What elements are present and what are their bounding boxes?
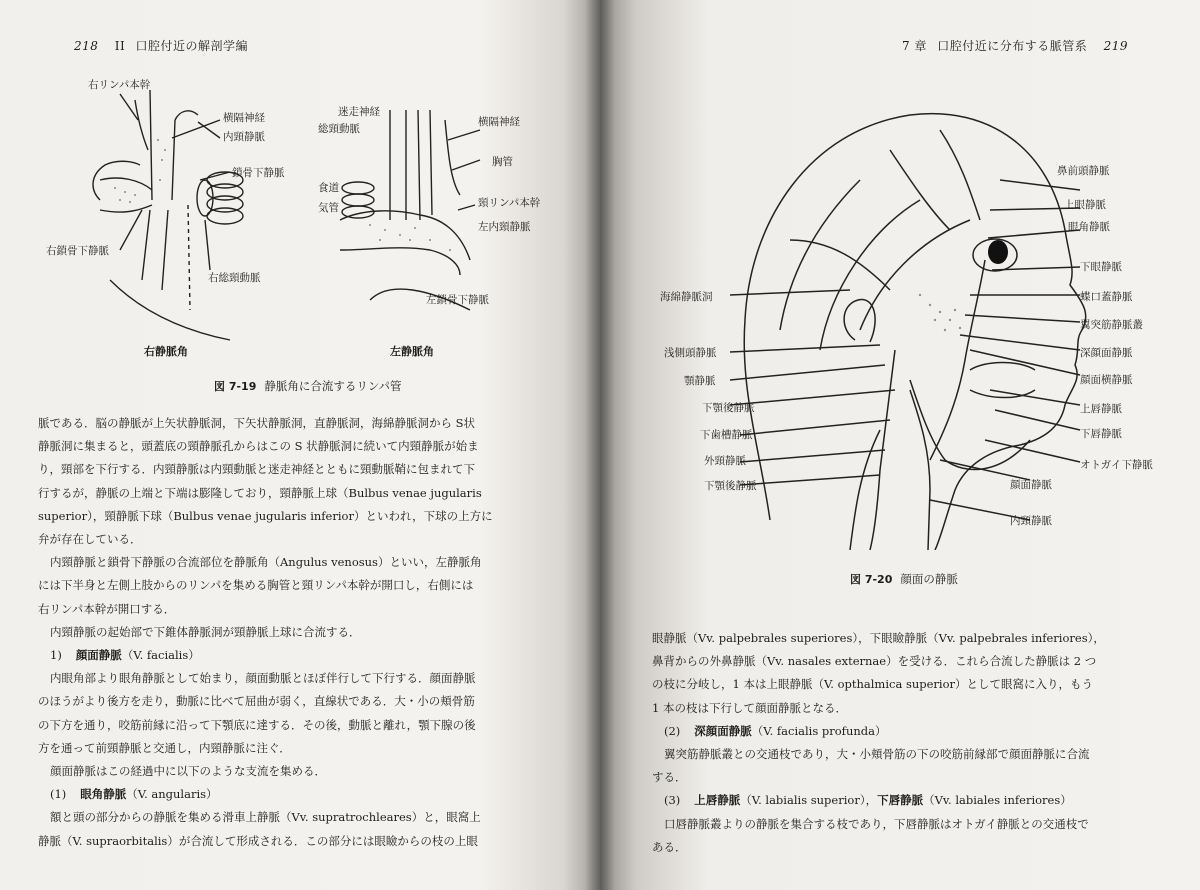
right-paragraph-line: ある． (652, 839, 687, 854)
label-pterygoid-plexus: 翼突筋静脈叢 (1080, 319, 1143, 331)
left-paragraph-line: superior），頸静脈下球（Bulbus venae jugularis inferior）といわれ，下球の上方に (38, 508, 493, 523)
label-right-subclavian-vein: 右鎖骨下静脈 (46, 245, 109, 257)
left-page-header (62, 37, 248, 54)
label-inferior-labial-vein: 下唇静脈 (1080, 428, 1122, 440)
label-transverse-facial-vein: 顔面横静脈 (1080, 374, 1133, 386)
figure-7-19-caption (214, 378, 402, 394)
left-paragraph-line: 静脈洞に集まると，頭蓋底の頸静脈孔からはこの S 状静脈洞に続いて内頸静脈が始ま (38, 439, 479, 454)
label-retromandibular-vein-upper: 下顎後静脈 (702, 402, 755, 414)
figure-7-19-number: 図 7-19 (214, 380, 257, 393)
label-subclavian-vein-r: 鎖骨下静脈 (232, 167, 285, 179)
label-phrenic-nerve-r: 横隔神経 (223, 112, 265, 124)
label-facial-vein: 顔面静脈 (1010, 479, 1052, 491)
subcaption-right-venous-angle: 右静脈角 (144, 345, 188, 358)
right-page-header (902, 37, 1140, 54)
label-maxillary-vein: 顎静脈 (684, 375, 716, 387)
left-paragraph-line: 右リンパ本幹が開口する． (38, 601, 176, 616)
label-right-common-carotid: 右総頸動脈 (208, 272, 261, 284)
left-paragraph-line: 静脈（V. supraorbitalis）が合流して形成される．この部分には眼瞼からの枝の上眼 (38, 833, 478, 848)
label-common-carotid: 総頸動脈 (318, 123, 360, 135)
left-paragraph-line: 脈である．脳の静脈が上矢状静脈洞，下矢状静脈洞，直静脈洞，海綿静脈洞から S状 (38, 416, 476, 430)
left-paragraph-line: 方を通って前頸静脈と交通し，内頸静脈に注ぐ． (38, 740, 291, 755)
right-paragraph-line: の枝に分岐し，1 本は上眼静脈（V. opthalmica superior）として眼窩に入り，もう (652, 677, 1094, 692)
left-paragraph-line: 顔面静脈はこの経過中に以下のような支流を集める． (50, 764, 326, 779)
figure-7-19-text: 静脈角に合流するリンパ管 (264, 379, 402, 393)
label-sphenopalatine-vein: 蝶口蓋静脈 (1080, 291, 1133, 303)
figure-7-20-caption (850, 571, 958, 587)
right-page (600, 0, 1200, 890)
left-paragraph-line: 内眼角部より眼角静脈として始まり，顔面動脈とほぼ伴行して下行する．顔面静脈 (50, 671, 476, 686)
left-body-text (38, 412, 493, 853)
eye-pupil (988, 240, 1008, 264)
label-right-lymph-trunk: 右リンパ本幹 (88, 79, 151, 91)
left-part-number: II (114, 39, 126, 53)
book-gutter (585, 0, 615, 890)
right-paragraph-line: 翼突筋静脈叢との交通枝であり，大・小頬骨筋の下の咬筋前縁部で顔面静脈に合流 (664, 747, 1090, 762)
label-jugular-lymph-trunk: 頸リンパ本幹 (478, 197, 541, 209)
left-paragraph-line: のほうがより後方を走り，動脈に比べて屈曲が弱く，直線状である．大・小の頬骨筋 (38, 694, 475, 709)
label-phrenic-nerve-l: 横隔神経 (478, 116, 520, 128)
label-cavernous-sinus: 海綿静脈洞 (660, 291, 713, 303)
left-paragraph-line: 額と頭の部分からの静脈を集める滑車上静脈（Vv. supratrochleares）と，眼窩上 (50, 810, 481, 825)
figure-7-20-text: 顔面の静脈 (900, 572, 958, 586)
left-part-title: 口腔付近の解剖学編 (135, 39, 249, 53)
label-angular-vein: 眼角静脈 (1068, 221, 1110, 233)
left-paragraph-line: 行するが，静脈の上端と下端は膨隆しており，頸静脈上球（Bulbus venae jugularis (38, 485, 482, 500)
left-paragraph-line: 弁が存在している． (38, 532, 142, 547)
label-esophagus: 食道 (318, 182, 339, 194)
label-superior-labial-vein: 上唇静脈 (1080, 403, 1122, 415)
label-left-internal-jugular: 左内頸静脈 (478, 221, 531, 233)
left-paragraph-line: り，頸部を下行する．内頸静脈は内頸動脈と迷走神経とともに頸動脈鞘に包まれて下 (38, 462, 475, 477)
label-superficial-temporal-vein: 浅側頭静脈 (664, 347, 717, 359)
section-heading-deep-facial-vein: (2) 深顔面静脈（V. facialis profunda） (664, 723, 887, 738)
label-superior-ophthalmic-vein: 上眼静脈 (1064, 199, 1106, 211)
label-submental-vein: オトガイ下静脈 (1080, 459, 1153, 471)
figure-7-20-number: 図 7-20 (850, 573, 893, 586)
label-internal-jugular-vein-r: 内頸静脈 (223, 131, 265, 143)
section-heading-angular-vein: (1) 眼角静脈（V. angularis） (50, 787, 218, 802)
label-nasofrontal-vein: 鼻前頭静脈 (1057, 165, 1110, 177)
label-internal-jugular-vein: 内頸静脈 (1010, 515, 1052, 527)
right-paragraph-line: 1 本の枝は下行して顔面静脈となる． (652, 700, 847, 715)
right-paragraph-line: 眼静脈（Vv. palpebrales superiores），下眼瞼静脈（Vv. palpebrales inferiores）， (652, 631, 1105, 645)
label-retromandibular-vein: 下顎後静脈 (704, 480, 757, 492)
label-inferior-alveolar-vein: 下歯槽静脈 (700, 429, 753, 441)
left-paragraph-line: には下半身と左側上肢からのリンパを集める胸管と頸リンパ本幹が開口し，右側には (38, 578, 474, 593)
right-chapter-title: 口腔付近に分布する脈管系 (937, 39, 1088, 53)
subcaption-left-venous-angle: 左静脈角 (390, 345, 434, 358)
label-left-subclavian-vein: 左鎖骨下静脈 (426, 294, 489, 306)
right-paragraph-line: 鼻背からの外鼻静脈（Vv. nasales externae）を受ける．これら合流した静脈は 2 つ (652, 654, 1097, 669)
right-chapter-number: 7 章 (901, 39, 927, 53)
label-trachea: 気管 (318, 202, 339, 214)
label-vagus-nerve: 迷走神経 (338, 106, 380, 118)
right-page-number: 219 (1103, 39, 1128, 53)
label-inferior-ophthalmic-vein: 下眼静脈 (1080, 261, 1122, 273)
left-page-number: 218 (74, 39, 99, 53)
left-paragraph-line: 内頸静脈と鎖骨下静脈の合流部位を静脈角（Angulus venosus）といい，左静脈角 (50, 555, 482, 570)
label-thoracic-duct: 胸管 (492, 156, 513, 168)
label-deep-facial-vein: 深顔面静脈 (1080, 347, 1133, 359)
left-paragraph-line: の下方を通り，咬筋前縁に沿って下顎底に達する．その後，動脈と離れ，顎下腺の後 (38, 717, 476, 732)
label-external-jugular-vein: 外頸静脈 (704, 455, 746, 467)
section-heading-facial-vein: 1) 顔面静脈（V. facialis） (50, 648, 200, 663)
section-heading-labial-veins: (3) 上唇静脈（V. labialis superior），下唇静脈（Vv. labiales inferiores） (664, 793, 1072, 808)
right-paragraph-line: 口唇静脈叢よりの静脈を集合する枝であり，下唇静脈はオトガイ静脈との交通枝で (664, 816, 1089, 831)
right-body-text (652, 627, 1105, 859)
left-paragraph-line: 内頸静脈の起始部で下錐体静脈洞が頸静脈上球に合流する． (50, 624, 361, 639)
right-paragraph-line: する． (652, 770, 687, 785)
